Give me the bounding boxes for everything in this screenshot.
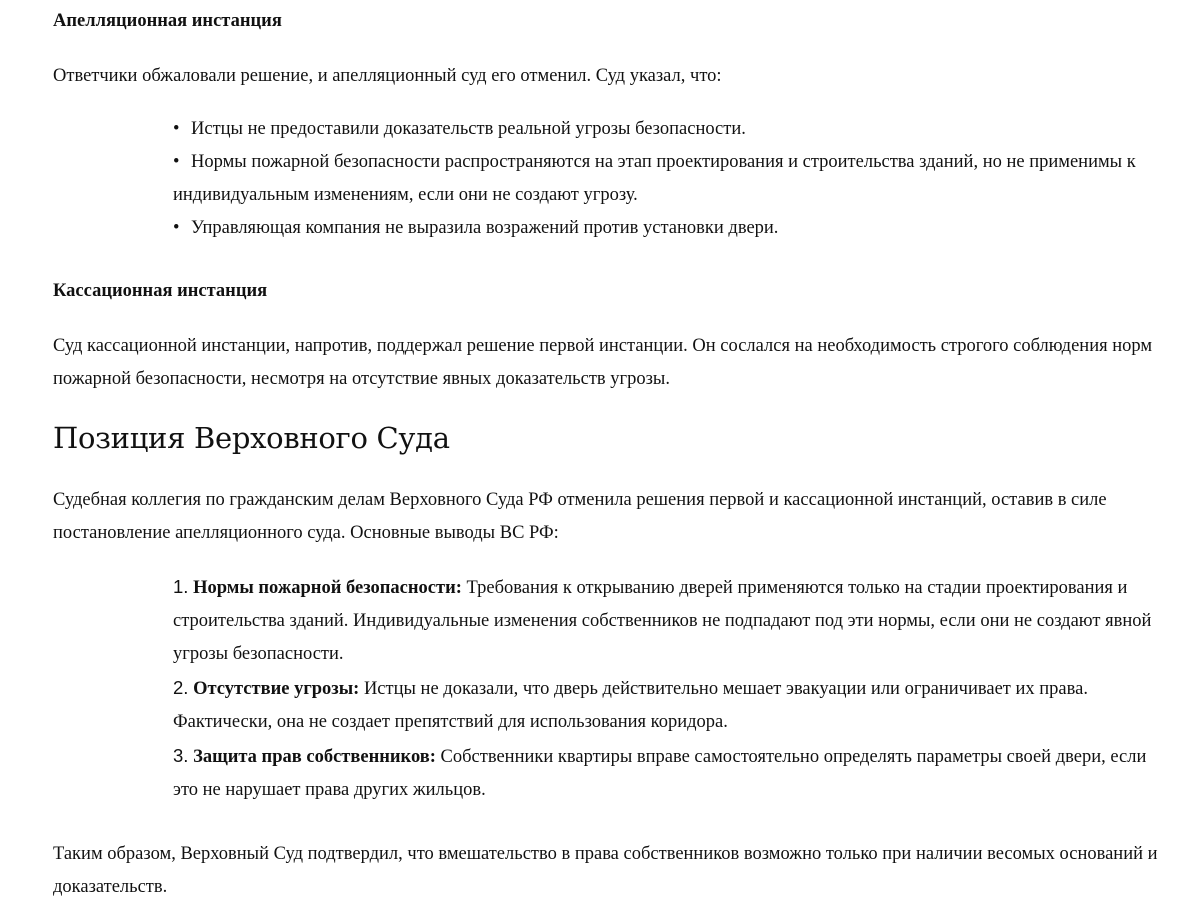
list-item: • Нормы пожарной безопасности распространяются на этап проектирования и строительства зданий, но не применимы к индивидуальным изменениям, если они не создают угрозу. [173, 146, 1163, 212]
section-heading-appeal: Апелляционная инстанция [53, 11, 282, 31]
paragraph: Таким образом, Верховный Суд подтвердил, что вмешательство в права собственников возможно только при наличии весомых оснований и доказательств. [53, 844, 1158, 897]
list-item: • Истцы не предоставили доказательств реальной угрозы безопасности. [173, 113, 1163, 146]
paragraph: Суд кассационной инстанции, напротив, поддержал решение первой инстанции. Он сослался на необходимость строгого соблюдения норм пожарной безопасности, несмотря на отсутствие явных доказательств угрозы. [53, 336, 1153, 389]
bullet-icon: • [173, 152, 180, 172]
bullet-icon: • [173, 218, 180, 238]
list-item: 1. Нормы пожарной безопасности: Требования к открыванию дверей применяются только на стадии проектирования и строительства зданий. Индивидуальные изменения собственников не подпадают под эти нормы, если они не создают явной угрозы безопасности. [173, 576, 1152, 664]
bullet-icon: • [173, 119, 180, 139]
paragraph: Ответчики обжаловали решение, и апелляционный суд его отменил. Суд указал, что: [53, 66, 722, 86]
section-heading-supreme: Позиция Верховного Суда [53, 421, 450, 455]
bullet-list [53, 113, 1163, 245]
numbered-list [53, 570, 1163, 807]
list-item: • Управляющая компания не выразила возражений против установки двери. [173, 212, 1163, 245]
list-item: 2. Отсутствие угрозы: Истцы не доказали, что дверь действительно мешает эвакуации или ограничивает их права. Фактически, она не создает препятствий для использования коридора. [173, 677, 1088, 732]
paragraph: Судебная коллегия по гражданским делам Верховного Суда РФ отменила решения первой и кассационной инстанций, оставив в силе постановление апелляционного суда. Основные выводы ВС РФ: [53, 490, 1107, 543]
section-heading-cassation: Кассационная инстанция [53, 281, 268, 301]
list-item: 3. Защита прав собственников: Собственники квартиры вправе самостоятельно определять параметры своей двери, если это не нарушает права других жильцов. [173, 745, 1147, 800]
article-body [53, 0, 1163, 904]
